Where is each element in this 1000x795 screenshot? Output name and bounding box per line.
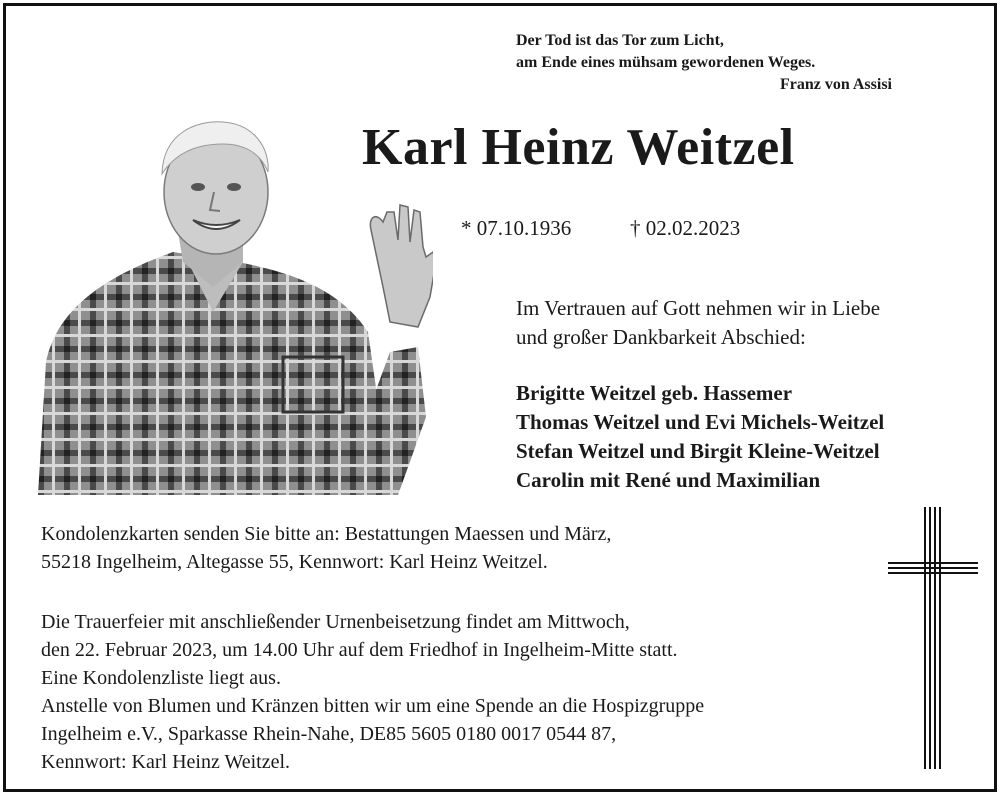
- cross-icon: [886, 505, 980, 771]
- service-line-3: Eine Kondolenzliste liegt aus.: [41, 667, 281, 689]
- quote-line-1: Der Tod ist das Tor zum Licht,: [516, 32, 724, 49]
- service-line-6: Kennwort: Karl Heinz Weitzel.: [41, 751, 291, 773]
- deceased-name: Karl Heinz Weitzel: [362, 119, 795, 176]
- death-date: † 02.02.2023: [630, 216, 741, 240]
- service-line-1: Die Trauerfeier mit anschließender Urnenbeisetzung findet am Mittwoch,: [41, 611, 630, 633]
- mourner-entry: Carolin mit René und Maximilian: [516, 468, 821, 492]
- farewell-intro: [516, 294, 976, 352]
- condolence-line-1: Kondolenzkarten senden Sie bitte an: Bestattungen Maessen und März,: [41, 523, 612, 545]
- mourner-entry: Stefan Weitzel und Birgit Kleine-Weitzel: [516, 439, 880, 463]
- mourner-entry: Thomas Weitzel und Evi Michels-Weitzel: [516, 410, 885, 434]
- birth-date: * 07.10.1936: [461, 216, 572, 240]
- condolence-line-2: 55218 Ingelheim, Altegasse 55, Kennwort: Karl Heinz Weitzel.: [41, 551, 548, 573]
- quote-block: [516, 30, 906, 96]
- service-details: [41, 608, 901, 776]
- condolence-address: [41, 520, 901, 576]
- mourners-list: [516, 379, 986, 495]
- intro-line-2: und großer Dankbarkeit Abschied:: [516, 325, 806, 349]
- intro-line-1: Im Vertrauen auf Gott nehmen wir in Liebe: [516, 296, 881, 320]
- service-line-4: Anstelle von Blumen und Kränzen bitten wir um eine Spende an die Hospizgruppe: [41, 695, 705, 717]
- service-line-2: den 22. Februar 2023, um 14.00 Uhr auf dem Friedhof in Ingelheim-Mitte statt.: [41, 639, 678, 661]
- service-line-5: Ingelheim e.V., Sparkasse Rhein-Nahe, DE85 5605 0180 0017 0544 87,: [41, 723, 617, 745]
- quote-author: Franz von Assisi: [779, 76, 892, 93]
- mourner-entry: Brigitte Weitzel geb. Hassemer: [516, 381, 793, 405]
- quote-line-2: am Ende eines mühsam gewordenen Weges.: [516, 54, 816, 71]
